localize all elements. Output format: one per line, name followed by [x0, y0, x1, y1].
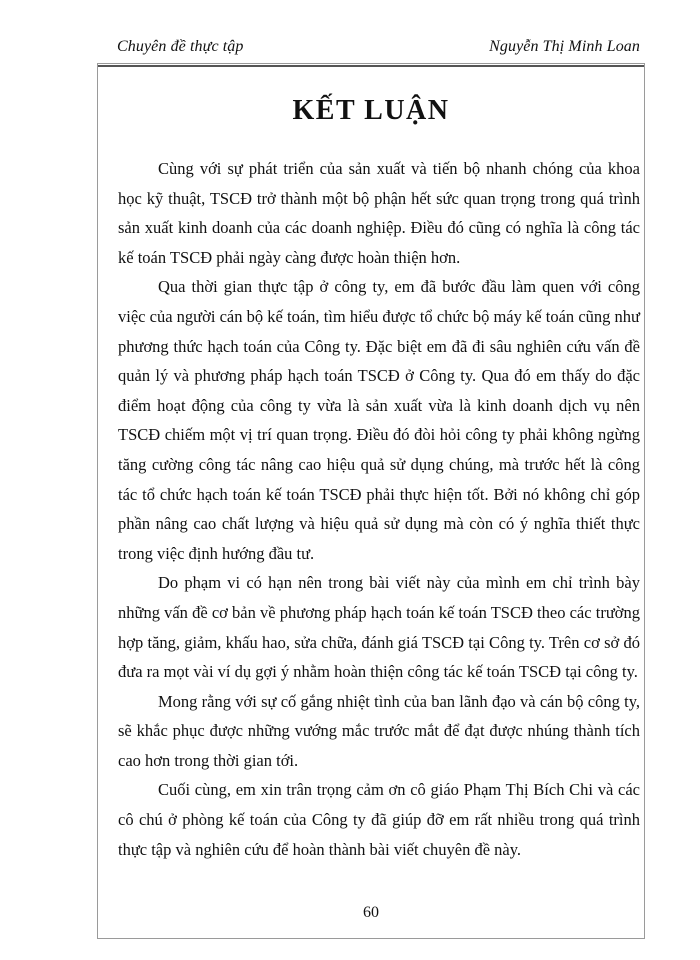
page-number: 60	[363, 904, 379, 921]
paragraph: Do phạm vi có hạn nên trong bài viết này của mình em chỉ trình bày những vấn đề cơ bản về phương pháp hạch toán kế toán TSCĐ theo các trường hợp tăng, giảm, khấu hao, sửa chữa, đánh giá TSCĐ tại Công ty. Trên cơ sở đó đưa ra mọt vài ví dụ gợi ý nhằm hoàn thiện công tác kế toán TSCĐ tại công ty.	[118, 573, 640, 682]
running-header	[117, 38, 640, 56]
page-title: KẾT LUẬN	[292, 95, 450, 126]
header-left-title: Chuyên đề thực tập	[117, 38, 244, 55]
paragraph: Mong rằng với sự cố gắng nhiệt tình của ban lãnh đạo và cán bộ công ty, sẽ khắc phục được những vướng mắc trước mắt để đạt được nhúng thành tích cao hơn trong thời gian tới.	[118, 691, 640, 770]
header-author-name: Nguyễn Thị Minh Loan	[489, 38, 640, 55]
paragraph: Cuối cùng, em xin trân trọng cảm ơn cô giáo Phạm Thị Bích Chi và các cô chú ở phòng kế toán của Công ty đã giúp đỡ em rất nhiều trong quá trình thực tập và nghiên cứu để hoàn thành bài viết chuyên đề này.	[118, 780, 640, 859]
header-rule	[98, 65, 644, 67]
conclusion-body	[118, 154, 640, 864]
paragraph: Qua thời gian thực tập ở công ty, em đã bước đầu làm quen với công việc của người cán bộ kế toán, tìm hiểu được tổ chức bộ máy kế toán cũng như phương thức hạch toán của Công ty. Đặc biệt em đã đi sâu nghiên cứu vấn đề quản lý và phương pháp hạch toán TSCĐ ở Công ty. Qua đó em thấy do đặc điểm hoạt động của công ty vừa là sản xuất vừa là kinh doanh dịch vụ nên TSCĐ chiếm một vị trí quan trọng. Điều đó đòi hỏi công ty phải không ngừng tăng cường công tác nâng cao hiệu quả sử dụng chúng, mà trước hết là công tác tổ chức hạch toán kế toán TSCĐ phải thực hiện tốt. Bởi nó không chỉ góp phần nâng cao chất lượng và hiệu quả sử dụng mà còn có ý nghĩa thiết thực trong việc định hướng đầu tư.	[118, 277, 640, 563]
paragraph: Cùng với sự phát triển của sản xuất và tiến bộ nhanh chóng của khoa học kỹ thuật, TSCĐ trở thành một bộ phận hết sức quan trọng trong quá trình sản xuất kinh doanh của các doanh nghiệp. Điều đó cũng có nghĩa là công tác kế toán TSCĐ phải ngày càng được hoàn thiện hơn.	[118, 159, 640, 267]
